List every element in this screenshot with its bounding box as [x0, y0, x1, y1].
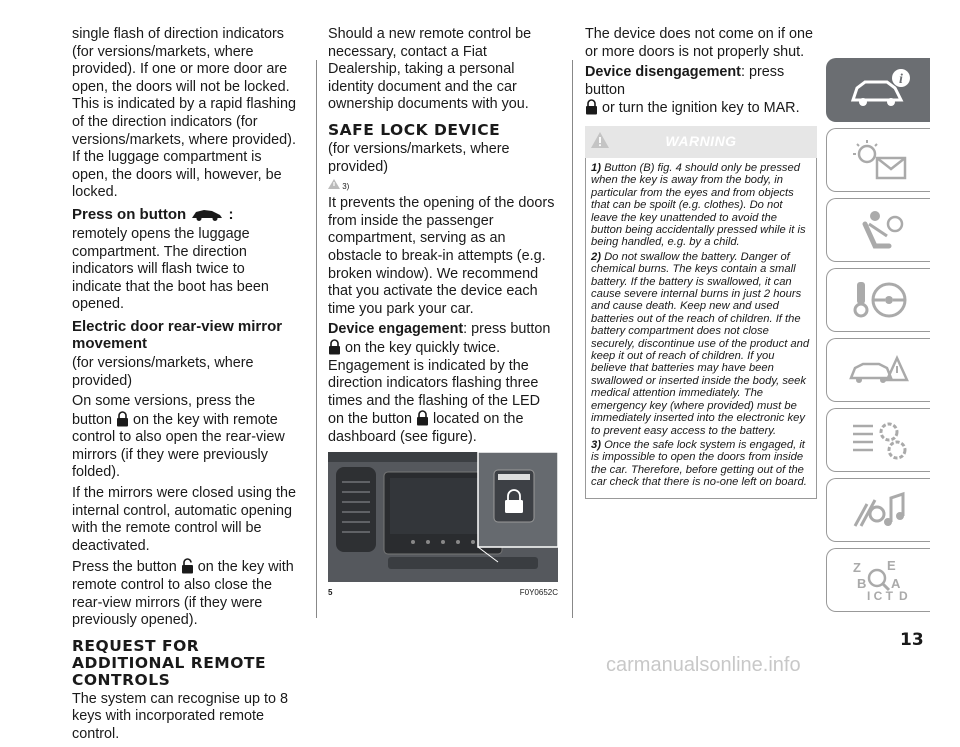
svg-text:E: E — [886, 558, 896, 573]
paragraph: (for versions/markets, where provided) — [328, 140, 510, 175]
warning-header — [585, 126, 817, 158]
tab-car-info[interactable] — [826, 58, 930, 122]
tab-warning-lights[interactable] — [826, 128, 930, 192]
tab-index[interactable] — [826, 548, 930, 612]
svg-text:i: i — [898, 72, 903, 87]
paragraph: Press the button on the key with remote control to also close the rear-view mirrors (if they were previously opened). — [72, 559, 294, 629]
warning-item: 3) Once the safe lock system is engaged, it is impossible to open the doors from inside the car. Therefore, before getting out of the car check that there is no-one left on board. — [591, 438, 807, 489]
column-divider — [316, 60, 317, 618]
lock-icon — [585, 99, 598, 115]
paragraph: Device engagement: press button on the key quickly twice. Engagement is indicated by the direction indicators flashing three times and the flashing of the LED on the button located on the dashboard (see figure). — [328, 321, 551, 445]
tab-maintenance[interactable] — [826, 408, 930, 472]
warning-ref: 3) — [328, 179, 558, 192]
paragraph: single flash of direction indicators (for versions/markets, where provided). If one or more door are open, the doors will not be locked. This is indicated by a rapid flashing of the direction indicators (for versions/markets, where provided). If the luggage compartment is open, the doors will, however, be locked. — [72, 26, 296, 201]
warning-item: 2) Do not swallow the battery. Danger of chemical burns. The keys contain a small battery. If the battery is swallowed, it can cause severe internal burns in just 2 hours and cause death. Keep new and used batteries out of the reach of children. If the battery compartment does not close securely, discontinue use of the product and keep it out of reach of children. If you believe that batteries may have been swallowed or inserted inside the body, seek medical attention immediately. The emergency key (where provided) must be immediately inserted into the electronic key to prevent easy access to the battery. — [591, 250, 810, 437]
tab-multimedia[interactable] — [826, 478, 930, 542]
figure-number: 5 — [328, 588, 333, 598]
label-disengagement: Device disengagement — [585, 64, 741, 81]
warning-triangle-icon — [591, 132, 609, 148]
car-info-icon — [847, 66, 911, 114]
figure-caption — [328, 584, 558, 602]
chapter-tabs — [826, 58, 930, 618]
car-breakdown-icon — [847, 346, 911, 394]
warning-body — [585, 158, 817, 499]
svg-text:I C T: I C T — [866, 589, 893, 603]
dashboard-figure — [328, 452, 558, 582]
watermark: carmanualsonline.info — [606, 654, 801, 676]
airbag-seat-icon — [847, 206, 911, 254]
page-number: 13 — [900, 630, 924, 650]
heading-safe-lock: SAFE LOCK DEVICE — [328, 120, 501, 139]
key-steering-icon — [847, 276, 911, 324]
paragraph: On some versions, press the button on the key with remote control to also open the rear-view mirrors (if they were previously folded). — [72, 393, 285, 481]
multimedia-icon — [847, 486, 911, 534]
heading-press-button: Press on button : — [72, 205, 234, 223]
tab-starting-driving[interactable] — [826, 268, 930, 332]
lock-icon — [328, 339, 341, 355]
warning-title: WARNING — [665, 133, 737, 150]
column-1 — [72, 26, 298, 747]
paragraph: The device does not come on if one or more doors is not properly shut. — [585, 26, 813, 60]
figure-code: F0Y0652C — [519, 588, 558, 598]
index-abc-icon — [847, 556, 911, 604]
tab-emergency[interactable] — [826, 338, 930, 402]
heading-mirror: Electric door rear-view mirror movement — [72, 317, 283, 352]
label-engagement: Device engagement — [328, 321, 464, 338]
paragraph: Device disengagement: press button or turn the ignition key to MAR. — [585, 64, 800, 117]
svg-text:Z: Z — [852, 560, 861, 575]
warning-item: 1) Button (B) fig. 4 should only be pressed when the key is away from the body, in particular from the eyes and from objects that can be spoilt (e.g. clothes). Do not leave the key unattended to avoid the button being accidentally pressed while it is being handled, e.g. by a child. — [591, 161, 806, 249]
column-3 — [585, 26, 817, 499]
column-2 — [328, 26, 558, 602]
car-boot-icon — [190, 207, 224, 221]
warning-triangle-icon — [328, 179, 340, 189]
svg-text:D: D — [898, 589, 908, 603]
tab-safety[interactable] — [826, 198, 930, 262]
unlock-icon — [181, 558, 194, 574]
paragraph: (for versions/markets, where provided) — [72, 354, 254, 389]
svg-text:A: A — [890, 576, 900, 591]
paragraph: The system can recognise up to 8 keys with incorporated remote control. — [72, 690, 288, 742]
paragraph: remotely opens the luggage compartment. The direction indicators will flash twice to indicate that the boot has been opened. — [72, 225, 269, 313]
dashboard-illustration — [328, 452, 558, 582]
warning-box — [585, 126, 817, 499]
paragraph: If the mirrors were closed using the internal control, automatic opening with the remote control will be deactivated. — [72, 485, 296, 554]
svg-text:B: B — [856, 576, 866, 591]
maintenance-gears-icon — [847, 416, 911, 464]
lock-icon — [116, 411, 129, 427]
heading-request: REQUEST FOR ADDITIONAL REMOTE CONTROLS — [72, 636, 267, 689]
paragraph: It prevents the opening of the doors from inside the passenger compartment, serving as an obstacle to break-in attempts (e.g. broken window). We recommend that you activate the device each time you park your car. — [328, 195, 555, 317]
warning-lights-icon — [847, 136, 911, 184]
paragraph: Should a new remote control be necessary, contact a Fiat Dealership, taking a personal identity document and the car ownership documents with you. — [328, 26, 532, 113]
column-divider — [572, 60, 573, 618]
lock-icon — [416, 410, 429, 426]
